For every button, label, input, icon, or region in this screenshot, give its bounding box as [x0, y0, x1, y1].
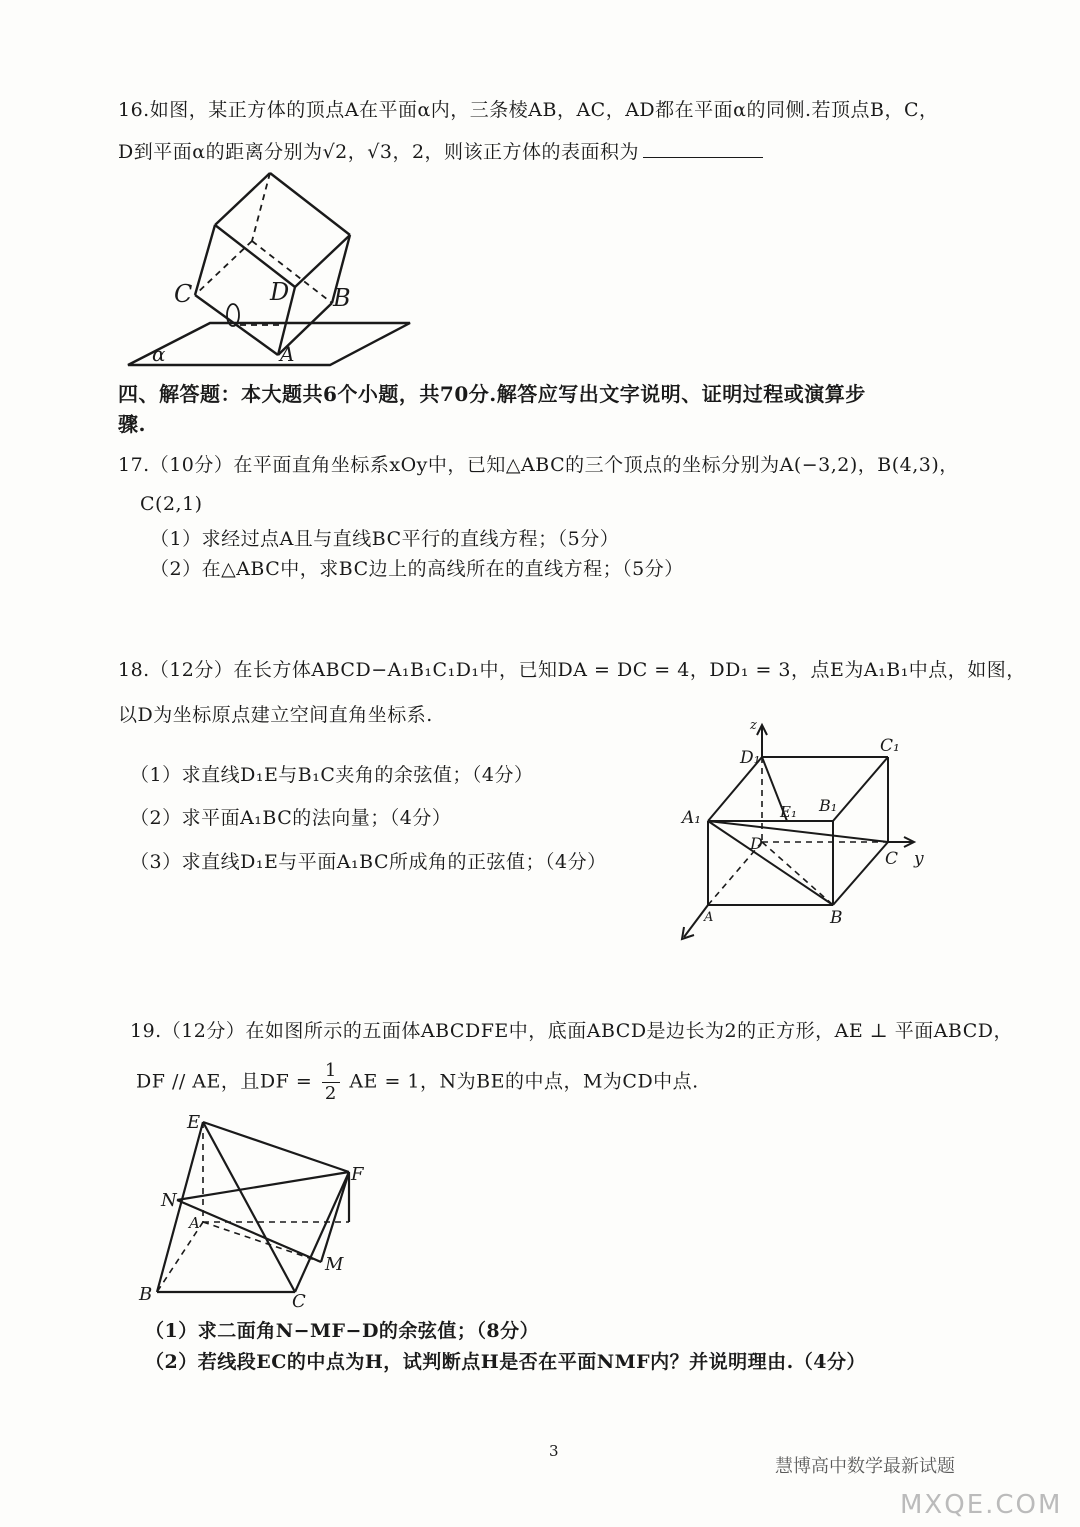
q18-line1: 18.（12分）在长方体ABCD−A₁B₁C₁D₁中，已知DA = DC = 4，DD₁ = 3，点E为A₁B₁中点，如图，: [118, 659, 1026, 681]
section4-heading-line1: 四、解答题：本大题共6个小题，共70分.解答应写出文字说明、证明过程或演算步: [118, 382, 866, 406]
label-B: B: [333, 284, 351, 312]
q17-line1: 17.（10分）在平面直角坐标系xOy中，已知△ABC的三个顶点的坐标分别为A(−3,2)，B(4,3)，: [118, 454, 959, 476]
q17-part1: （1）求经过点A且与直线BC平行的直线方程；（5分）: [150, 528, 620, 550]
label-C1: C₁: [880, 736, 900, 756]
label-B: B: [830, 908, 843, 928]
fraction-denominator: 2: [324, 1083, 337, 1104]
label-A1: A₁: [682, 808, 702, 828]
q18-part2: （2）求平面A₁BC的法向量；（4分）: [130, 807, 452, 829]
label-C: C: [885, 849, 899, 869]
fraction-one-half: [322, 1060, 340, 1105]
figure-19-pentahedron: [135, 1110, 375, 1312]
figure-16-cube: [120, 165, 420, 370]
q19-line1: 19.（12分）在如图所示的五面体ABCDFE中，底面ABCD是边长为2的正方形，AE ⊥ 平面ABCD，: [130, 1020, 1013, 1042]
label-E1: E₁: [780, 803, 797, 821]
label-alpha: α: [152, 342, 166, 366]
q19-line2-start: DF // AE，且DF =: [136, 1070, 313, 1093]
label-z: z: [750, 718, 757, 733]
q18-part3: （3）求直线D₁E与平面A₁BC所成角的正弦值；（4分）: [130, 851, 607, 873]
label-C: C: [292, 1291, 306, 1312]
watermark-site: MXQE.COM: [900, 1490, 1063, 1520]
watermark-text: 慧博高中数学最新试题: [775, 1456, 955, 1477]
q19-line2: [136, 1060, 699, 1105]
q18-line2: 以D为坐标原点建立空间直角坐标系.: [118, 704, 433, 726]
label-A: A: [280, 342, 295, 366]
q18-part1: （1）求直线D₁E与B₁C夹角的余弦值；（4分）: [130, 764, 534, 786]
figure-18-box: [670, 715, 940, 945]
label-M: M: [325, 1254, 344, 1275]
label-A: A: [189, 1214, 200, 1232]
q17-part2: （2）在△ABC中，求BC边上的高线所在的直线方程；（5分）: [150, 558, 684, 580]
label-y: y: [914, 849, 924, 869]
section4-heading-line2: 骤.: [118, 412, 146, 436]
fraction-numerator: 1: [322, 1060, 340, 1083]
q19-part2: （2）若线段EC的中点为H，试判断点H是否在平面NMF内？并说明理由.（4分）: [145, 1351, 866, 1373]
label-E: E: [187, 1112, 201, 1133]
label-A: A: [704, 910, 714, 925]
label-D1: D₁: [740, 748, 761, 768]
answer-blank: [643, 139, 763, 158]
q16-line1: 16.如图，某正方体的顶点A在平面α内，三条棱AB，AC，AD都在平面α的同侧.若顶点B，C，: [118, 99, 939, 121]
label-B: B: [139, 1284, 153, 1305]
plane-alpha: [128, 323, 410, 365]
label-N: N: [161, 1190, 177, 1211]
label-F: F: [351, 1164, 364, 1185]
q19-line2-end: AE = 1，N为BE的中点，M为CD中点.: [349, 1070, 699, 1093]
label-D: D: [270, 278, 290, 306]
q17-line2: C(2,1): [140, 493, 203, 515]
q19-part1: （1）求二面角N−MF−D的余弦值；（8分）: [145, 1320, 540, 1342]
q16-line2-text: D到平面α的距离分别为√2，√3，2，则该正方体的表面积为: [118, 141, 640, 163]
label-D: D: [750, 834, 763, 853]
label-C: C: [174, 280, 193, 308]
label-B1: B₁: [819, 796, 838, 815]
q16-line2: [118, 137, 763, 164]
page-number: 3: [549, 1442, 559, 1460]
